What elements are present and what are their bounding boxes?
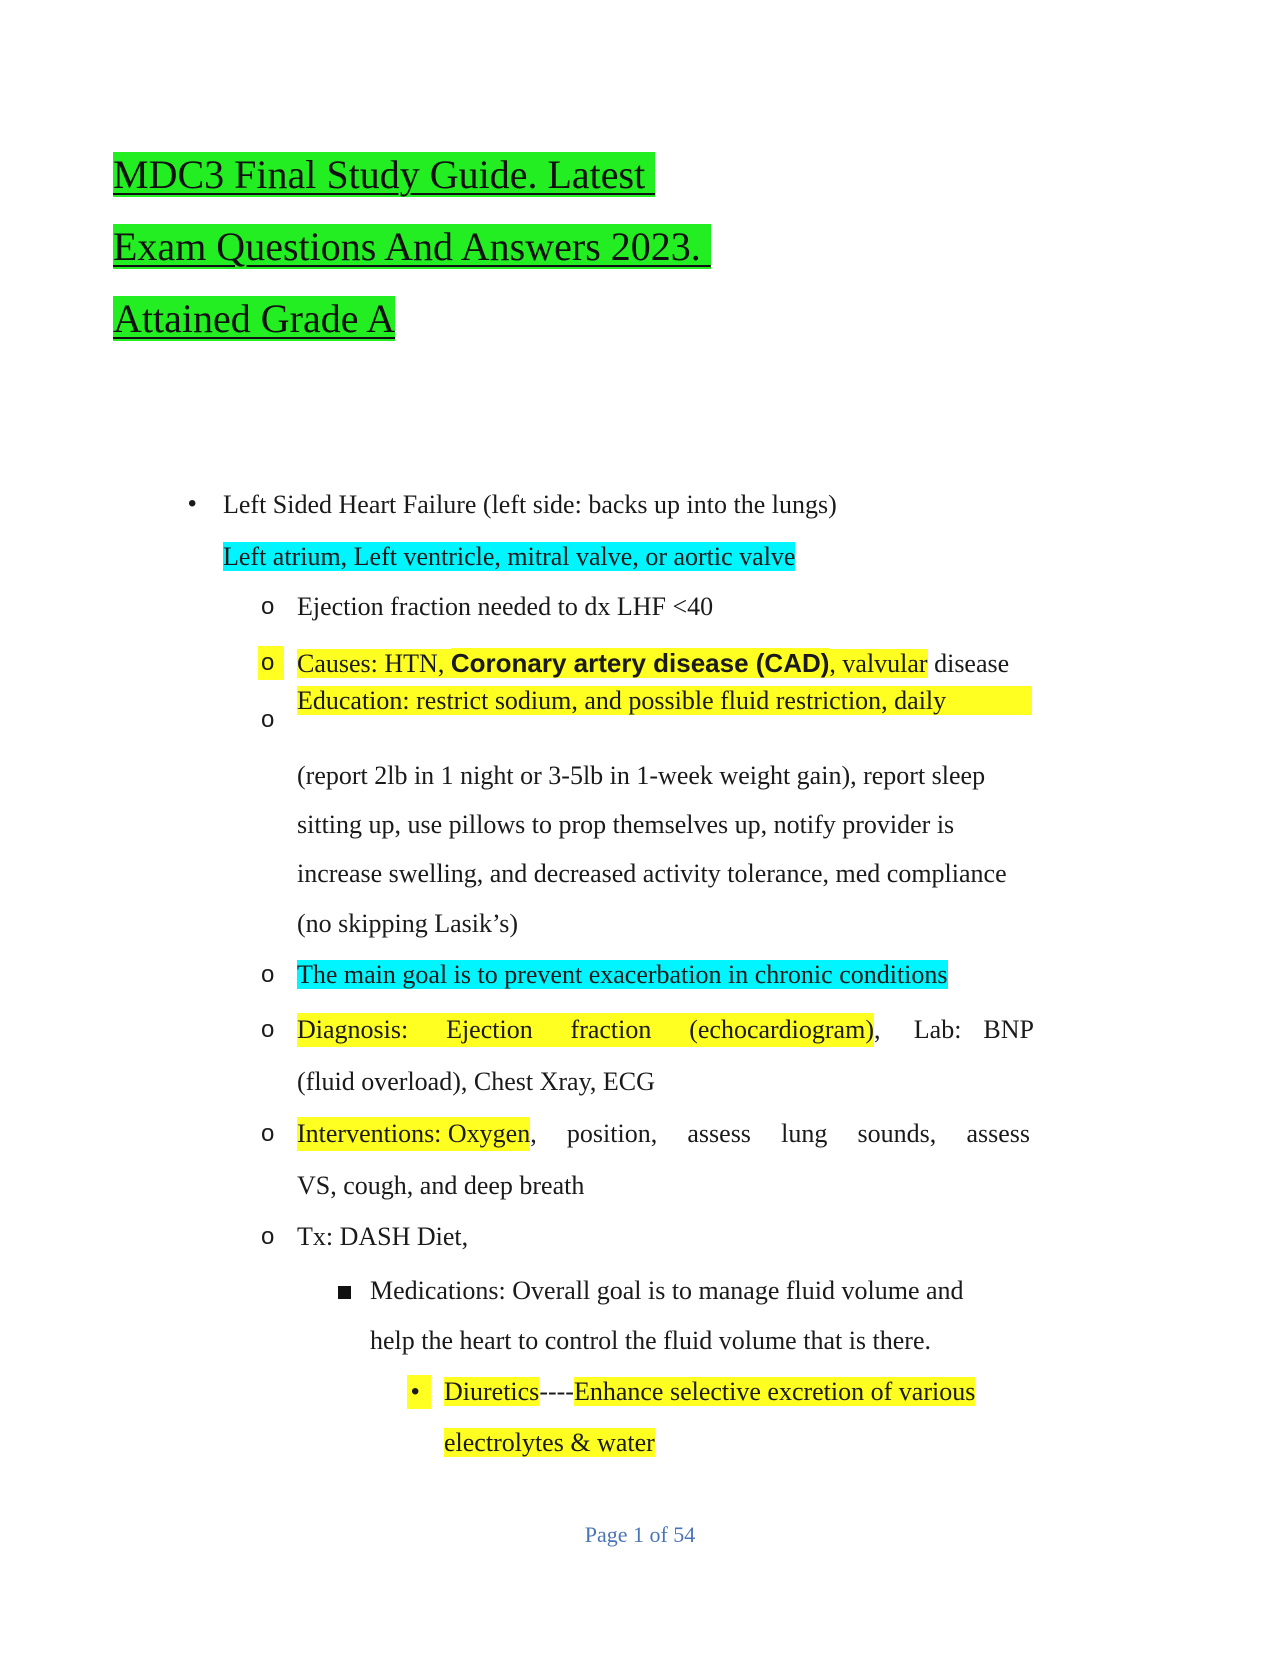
bullet-circle-icon: o [261,706,275,733]
diagnosis-bnp: BNP [983,1015,1034,1044]
title-text-1: MDC3 Final Study Guide. Latest [113,152,656,197]
title-text-2: Exam Questions And Answers 2023. [113,224,711,269]
bullet-circle-icon: o [261,961,275,988]
section-subheading [223,540,795,574]
diuretics-line-2 [444,1426,655,1460]
interventions-word: sounds, [857,1119,937,1148]
interventions-highlight: Interventions: Oxygen [297,1117,530,1151]
medications-line-1: Medications: Overall goal is to manage fluid volume and [370,1276,964,1305]
bullet-circle-icon: o [261,593,275,620]
title-text-3: Attained Grade A [113,296,396,341]
main-goal-text: The main goal is to prevent exacerbation in chronic conditions [297,960,948,989]
education-line-5: (no skipping Lasik’s) [297,909,518,938]
interventions-word: position, [566,1119,658,1148]
interventions-lead [297,1117,537,1151]
diagnosis-word: Diagnosis: [297,1015,409,1044]
interventions-comma: , [530,1119,537,1148]
diuretics-dashes: ---- [539,1377,574,1406]
diagnosis-highlight [297,1013,874,1047]
causes-disease: disease [927,649,1010,678]
item-ejection-fraction: Ejection fraction needed to dx LHF <40 [297,592,714,621]
bullet-circle-icon: o [261,1120,275,1147]
bullet-dot-icon: • [407,1375,431,1409]
item-diagnosis [297,1013,1034,1047]
item-interventions [297,1117,1030,1151]
diuretics-text: Enhance selective excretion of various [573,1377,976,1406]
bullet-dot-icon: • [188,490,197,517]
education-text-1: Education: restrict sodium, and possible fluid restriction, daily [297,686,1032,715]
education-line-2: (report 2lb in 1 night or 3-5lb in 1-week weight gain), report sleep [297,761,986,790]
interventions-word: assess [687,1119,751,1148]
causes-valvular: , valvular [829,649,928,678]
section-subheading-text: Left atrium, Left ventricle, mitral valve, or aortic valve [223,542,796,571]
interventions-line-2: VS, cough, and deep breath [297,1171,585,1200]
page-number: Page 1 of 54 [584,1522,696,1547]
causes-text: Causes: HTN, [297,649,451,678]
section-heading: Left Sided Heart Failure (left side: backs up into the lungs) [223,490,837,519]
diuretics-label: Diuretics [444,1377,540,1406]
title-line-2 [113,223,711,271]
causes-cad: Coronary artery disease (CAD) [450,648,830,678]
bullet-circle-icon: o [258,646,284,680]
diagnosis-comma: , [874,1015,881,1044]
diagnosis-line-2: (fluid overload), Chest Xray, ECG [297,1067,655,1096]
item-main-goal [297,958,948,992]
bullet-circle-icon: o [261,1016,275,1043]
item-tx: Tx: DASH Diet, [297,1222,469,1251]
item-causes [297,646,1009,681]
diagnosis-lab [874,1013,1034,1047]
education-line-4: increase swelling, and decreased activity tolerance, med compliance [297,859,1007,888]
bullet-square-icon [338,1286,351,1299]
bullet-circle-icon: o [261,1223,275,1250]
medications-line-2: help the heart to control the fluid volume that is there. [370,1326,932,1355]
education-line-3: sitting up, use pillows to prop themselves up, notify provider is [297,810,955,839]
diuretics-text-2: electrolytes & water [444,1428,655,1457]
diagnosis-word: (echocardiogram) [689,1015,874,1044]
diagnosis-word: Ejection [446,1015,533,1044]
interventions-word: assess [966,1119,1030,1148]
interventions-word: lung [781,1119,828,1148]
diagnosis-word: fraction [570,1015,652,1044]
diagnosis-lab-label: Lab: [913,1015,962,1044]
title-line-1 [113,151,655,199]
education-line-1 [297,684,1032,718]
title-line-3 [113,295,395,343]
diuretics-line-1 [444,1375,975,1409]
